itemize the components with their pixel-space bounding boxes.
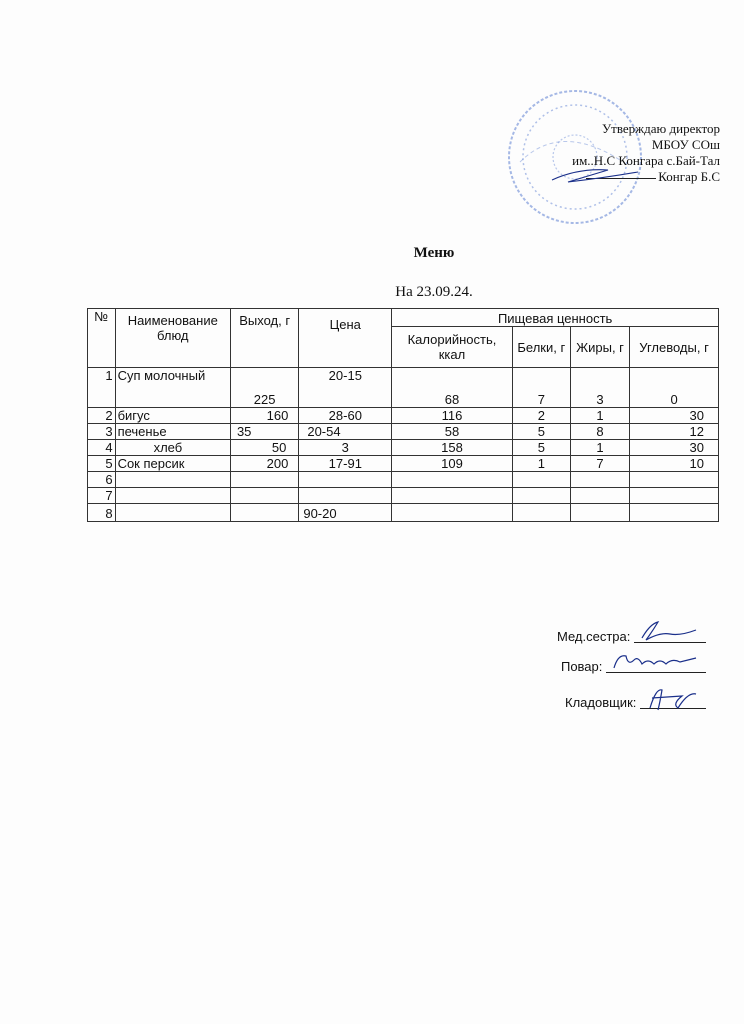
header-price: Цена	[299, 309, 392, 368]
cell-carbs	[630, 472, 719, 488]
cell-kcal	[392, 504, 512, 522]
table-row	[88, 408, 719, 424]
header-kcal: Калорийность, ккал	[392, 327, 512, 368]
table-row	[88, 488, 719, 504]
cell-carbs: 0	[630, 368, 719, 408]
cell-kcal: 158	[392, 440, 512, 456]
cell-num: 3	[88, 424, 116, 440]
storekeeper-label: Кладовщик:	[565, 695, 637, 710]
cell-name: Суп молочный	[115, 368, 230, 408]
table-row	[88, 504, 719, 522]
cell-price: 20-54	[299, 424, 392, 440]
cell-price: 90-20	[299, 504, 392, 522]
cell-protein: 1	[512, 456, 570, 472]
table-row	[88, 368, 719, 408]
cell-name	[115, 472, 230, 488]
approval-line-1: Утверждаю директор	[601, 121, 720, 136]
cell-kcal: 109	[392, 456, 512, 472]
cell-price: 17-91	[299, 456, 392, 472]
cell-num: 2	[88, 408, 116, 424]
storekeeper-signature-icon	[642, 684, 704, 714]
cell-fat: 1	[570, 440, 629, 456]
cell-output: 50	[230, 440, 298, 456]
cell-carbs: 10	[630, 456, 719, 472]
cook-signature-line	[606, 654, 706, 673]
cell-output: 35	[230, 424, 298, 440]
approval-line-3: им..Н.С Конгара с.Бай-Тал	[572, 153, 720, 168]
header-name: Наименование блюд	[115, 309, 230, 368]
cell-name: бигус	[115, 408, 230, 424]
cell-output: 225	[230, 368, 298, 408]
cell-protein	[512, 504, 570, 522]
menu-date: На 23.09.24.	[395, 284, 473, 300]
cell-price: 20-15	[299, 368, 392, 408]
cell-protein: 2	[512, 408, 570, 424]
nurse-signature-line	[634, 624, 706, 643]
table-row	[88, 456, 719, 472]
cell-protein: 5	[512, 440, 570, 456]
cell-fat	[570, 472, 629, 488]
table-row	[88, 440, 719, 456]
cell-protein	[512, 472, 570, 488]
cell-name	[115, 504, 230, 522]
storekeeper-signature-line	[640, 690, 706, 709]
header-output: Выход, г	[230, 309, 298, 368]
cell-protein	[512, 488, 570, 504]
cell-fat	[570, 504, 629, 522]
cell-num: 4	[88, 440, 116, 456]
storekeeper-signature-row	[565, 690, 706, 710]
cell-name: хлеб	[115, 440, 230, 456]
cell-price	[299, 488, 392, 504]
cell-carbs	[630, 488, 719, 504]
header-num: №	[88, 309, 116, 368]
cell-fat	[570, 488, 629, 504]
director-name: Конгар Б.С	[658, 169, 720, 184]
cell-name	[115, 488, 230, 504]
cell-name: Сок персик	[115, 456, 230, 472]
table-row	[88, 472, 719, 488]
cell-num: 6	[88, 472, 116, 488]
cell-kcal	[392, 472, 512, 488]
cell-num: 1	[88, 368, 116, 408]
cell-kcal: 68	[392, 368, 512, 408]
cell-price	[299, 472, 392, 488]
nurse-signature-row	[557, 624, 706, 644]
nurse-label: Мед.сестра:	[557, 629, 631, 644]
cell-kcal	[392, 488, 512, 504]
cell-name: печенье	[115, 424, 230, 440]
cell-price: 28-60	[299, 408, 392, 424]
approval-line-2: МБОУ СОш	[651, 137, 720, 152]
cook-signature-row	[561, 654, 706, 674]
cell-carbs: 30	[630, 408, 719, 424]
cell-fat: 7	[570, 456, 629, 472]
cell-output	[230, 504, 298, 522]
cook-signature-icon	[608, 648, 704, 674]
table-header-row-1	[88, 309, 719, 327]
page-title: Меню	[413, 245, 455, 261]
cell-carbs	[630, 504, 719, 522]
cell-protein: 5	[512, 424, 570, 440]
header-carbs: Углеводы, г	[630, 327, 719, 368]
director-signature-icon	[548, 158, 648, 188]
cell-carbs: 30	[630, 440, 719, 456]
cell-fat: 8	[570, 424, 629, 440]
header-fat: Жиры, г	[570, 327, 629, 368]
cell-protein: 7	[512, 368, 570, 408]
cell-output: 160	[230, 408, 298, 424]
cell-num: 8	[88, 504, 116, 522]
cell-fat: 3	[570, 368, 629, 408]
cell-carbs: 12	[630, 424, 719, 440]
cell-kcal: 58	[392, 424, 512, 440]
cell-output	[230, 488, 298, 504]
cell-kcal: 116	[392, 408, 512, 424]
nurse-signature-icon	[636, 618, 704, 644]
cook-label: Повар:	[560, 659, 603, 674]
cell-fat: 1	[570, 408, 629, 424]
header-nutrition: Пищевая ценность	[392, 309, 719, 327]
cell-output: 200	[230, 456, 298, 472]
cell-num: 5	[88, 456, 116, 472]
cell-num: 7	[88, 488, 116, 504]
menu-table	[87, 308, 719, 522]
cell-price: 3	[299, 440, 392, 456]
cell-output	[230, 472, 298, 488]
header-protein: Белки, г	[512, 327, 570, 368]
table-row	[88, 424, 719, 440]
